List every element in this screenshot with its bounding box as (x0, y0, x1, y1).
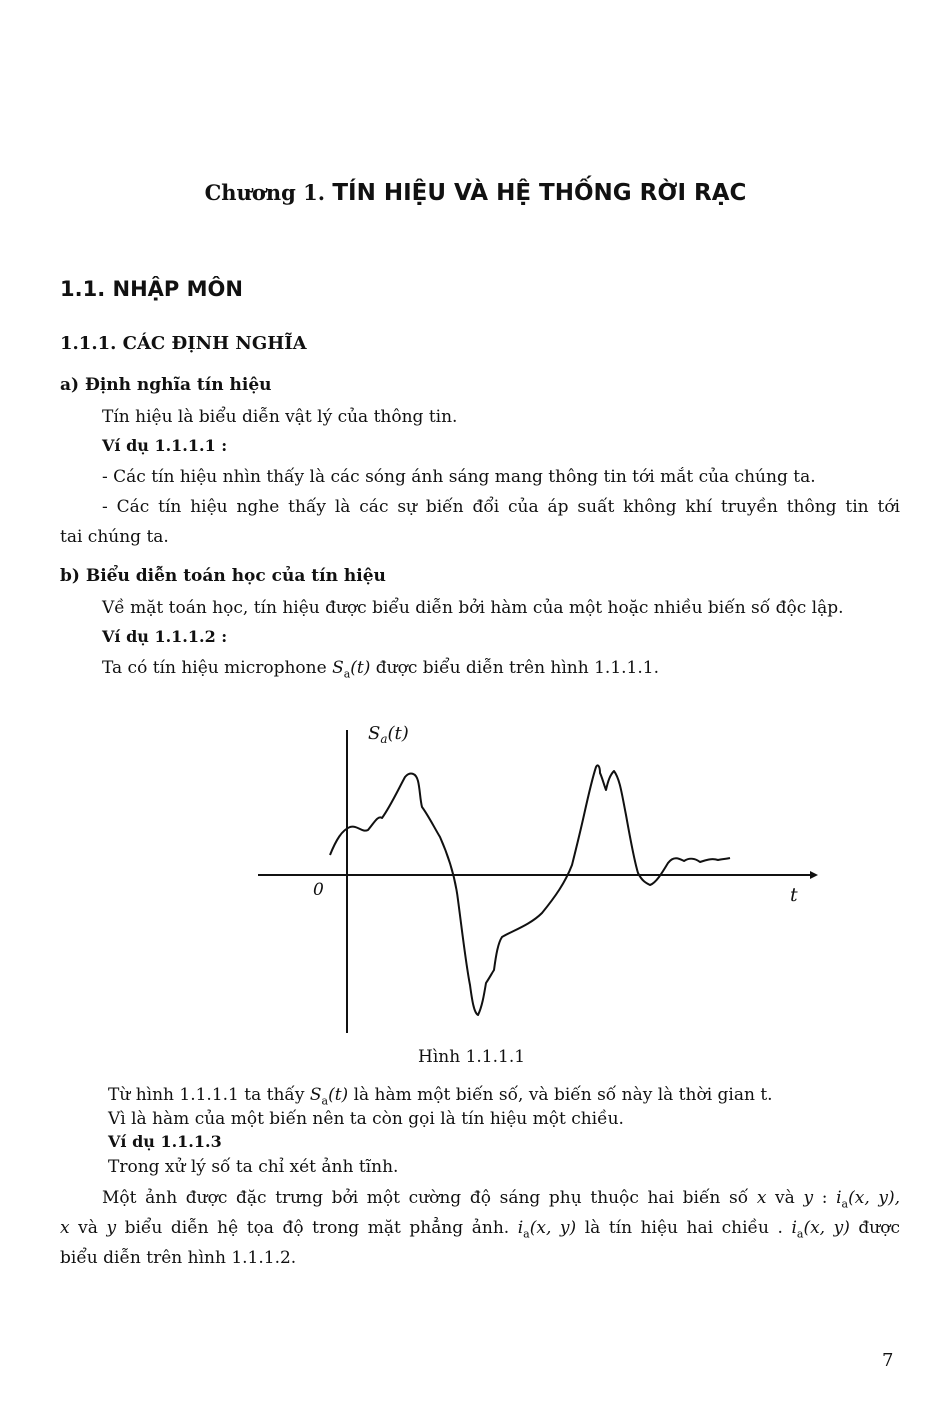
analysis-symbol: S (309, 1085, 322, 1105)
part-b-heading: b) Biểu diễn toán học của tín hiệu (60, 566, 386, 586)
x-axis-arrow (810, 871, 818, 879)
image-paragraph-line-3: biểu diễn trên hình 1.1.1.2. (60, 1248, 297, 1268)
p2-func-sub2: a (796, 1227, 804, 1241)
analysis-post: là hàm một biến số, và biến số này là thời gian t. (348, 1085, 773, 1105)
p1-func-args: (x, y), (848, 1188, 901, 1208)
figure-caption: Hình 1.1.1.1 (418, 1047, 526, 1067)
example-1-item-1: - Các tín hiệu nhìn thấy là các sóng ánh sáng mang thông tin tới mắt của chúng ta. (102, 467, 816, 487)
p2-func-args: (x, y) (529, 1218, 577, 1238)
chapter-lead: Chương 1. (204, 180, 326, 205)
p2-text-a: và (69, 1218, 107, 1238)
microphone-sentence (102, 657, 659, 685)
mic-arg: (t) (350, 658, 371, 678)
p2-func-i: i (517, 1218, 524, 1238)
y-axis-label: $S_a(t)$ (368, 723, 409, 746)
p1-func-sub: a (841, 1197, 849, 1211)
p1-func-i: i (836, 1188, 842, 1208)
chapter-main-title: TÍN HIỆU VÀ HỆ THỐNG RỜI RẠC (332, 180, 747, 206)
example-1-label: Ví dụ 1.1.1.1 : (102, 436, 228, 455)
p2-var-x: x (60, 1218, 70, 1238)
image-paragraph-line-2 (60, 1217, 900, 1245)
mic-symbol: S (332, 658, 344, 678)
p2-var-y: y (106, 1218, 117, 1238)
subsection-heading: 1.1.1. CÁC ĐỊNH NGHĨA (60, 333, 307, 354)
page-number: 7 (882, 1350, 894, 1371)
p1-text-a: Một ảnh được đặc trưng bởi một cường độ sáng phụ thuộc hai biến số (102, 1188, 757, 1208)
example-1-item-2-line-1: - Các tín hiệu nghe thấy là các sự biến đổi của áp suất không khí truyền thông tin tới (102, 497, 900, 517)
example-1-item-2-line-2: tai chúng ta. (60, 527, 169, 547)
p1-var-x: x (756, 1188, 767, 1208)
signal-figure (250, 715, 820, 1040)
section-heading: 1.1. NHẬP MÔN (60, 277, 243, 301)
p2-func-args2: (x, y) (803, 1218, 850, 1238)
p1-text-b: và (766, 1188, 804, 1208)
example-3-label: Ví dụ 1.1.1.3 (108, 1132, 222, 1151)
analysis-arg: (t) (328, 1085, 349, 1105)
p2-text-b: biểu diễn hệ tọa độ trong mặt phẳng ảnh. (116, 1218, 518, 1238)
static-image-line: Trong xử lý số ta chỉ xét ảnh tĩnh. (108, 1157, 399, 1177)
part-a-heading: a) Định nghĩa tín hiệu (60, 375, 272, 395)
p1-text-c: : (813, 1188, 837, 1208)
part-a-definition: Tín hiệu là biểu diễn vật lý của thông tin. (102, 407, 458, 427)
signal-curve (330, 765, 730, 1015)
p2-func-sub: a (523, 1227, 530, 1241)
chapter-title (0, 180, 951, 206)
part-b-definition: Về mặt toán học, tín hiệu được biểu diễn bởi hàm của một hoặc nhiều biến số độc lập. (102, 598, 844, 618)
mic-text-post: được biểu diễn trên hình 1.1.1.1. (370, 658, 659, 678)
example-2-label: Ví dụ 1.1.1.2 : (102, 627, 228, 646)
analysis-pre: Từ hình 1.1.1.1 ta thấy (108, 1085, 310, 1105)
p1-var-y: y (803, 1188, 814, 1208)
p2-func-i2: i (791, 1218, 797, 1238)
analysis-subscript: a (321, 1094, 329, 1108)
mic-subscript: a (343, 667, 351, 681)
one-dimension-line: Vì là hàm của một biến nên ta còn gọi là tín hiệu một chiều. (108, 1109, 624, 1129)
origin-label: 0 (313, 880, 324, 900)
mic-text-pre: Ta có tín hiệu microphone (102, 658, 333, 678)
image-paragraph-line-1 (102, 1187, 900, 1215)
p2-text-f: được (849, 1218, 901, 1238)
x-axis-label: t (790, 884, 798, 906)
p2-text-d: là tín hiệu hai chiều . (576, 1218, 792, 1238)
